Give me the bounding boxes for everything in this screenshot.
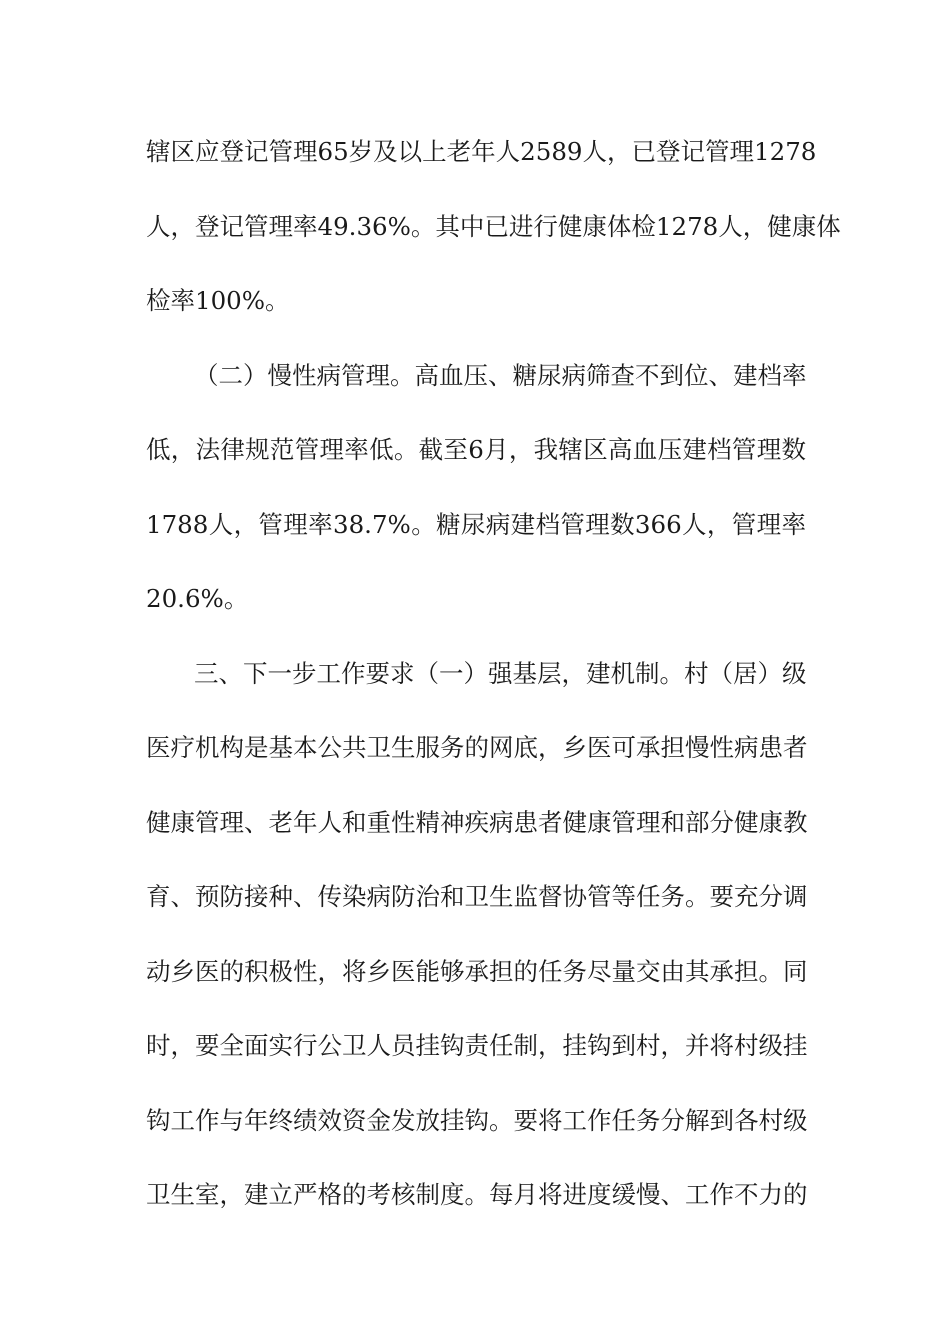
paragraph-3-line-6: 时，要全面实行公卫人员挂钩责任制，挂钩到村，并将村级挂 (146, 1031, 808, 1060)
paragraph-1-line-3: 检率100%。 (146, 286, 290, 315)
paragraph-3-line-5: 动乡医的积极性，将乡医能够承担的任务尽量交由其承担。同 (146, 956, 808, 986)
paragraph-3-line-4: 育、预防接种、传染病防治和卫生监督协管等任务。要充分调 (146, 882, 808, 911)
paragraph-3-line-2: 医疗机构是基本公共卫生服务的网底，乡医可承担慢性病患者 (146, 733, 808, 762)
paragraph-3-line-3: 健康管理、老年人和重性精神疾病患者健康管理和部分健康教 (146, 807, 808, 837)
document-body (146, 126, 841, 1244)
paragraph-1-line-1: 辖区应登记管理65岁及以上老年人2589人，已登记管理1278 (146, 137, 817, 166)
paragraph-2-line-3: 1788人，管理率38.7%。糖尿病建档管理数366人，管理率 (146, 509, 806, 539)
paragraph-2-line-1: （二）慢性病管理。高血压、糖尿病筛查不到位、建档率 (194, 360, 807, 390)
paragraph-3-line-1: 三、下一步工作要求（一）强基层，建机制。村（居）级 (194, 658, 807, 688)
paragraph-2-line-4: 20.6%。 (146, 584, 249, 613)
paragraph-1-line-2: 人，登记管理率49.36%。其中已进行健康体检1278人，健康体 (146, 211, 841, 241)
paragraph-3-line-8: 卫生室，建立严格的考核制度。每月将进度缓慢、工作不力的 (146, 1180, 808, 1209)
paragraph-2-line-2: 低，法律规范管理率低。截至6月，我辖区高血压建档管理数 (146, 435, 806, 464)
paragraph-3-line-7: 钩工作与年终绩效资金发放挂钩。要将工作任务分解到各村级 (146, 1105, 808, 1135)
